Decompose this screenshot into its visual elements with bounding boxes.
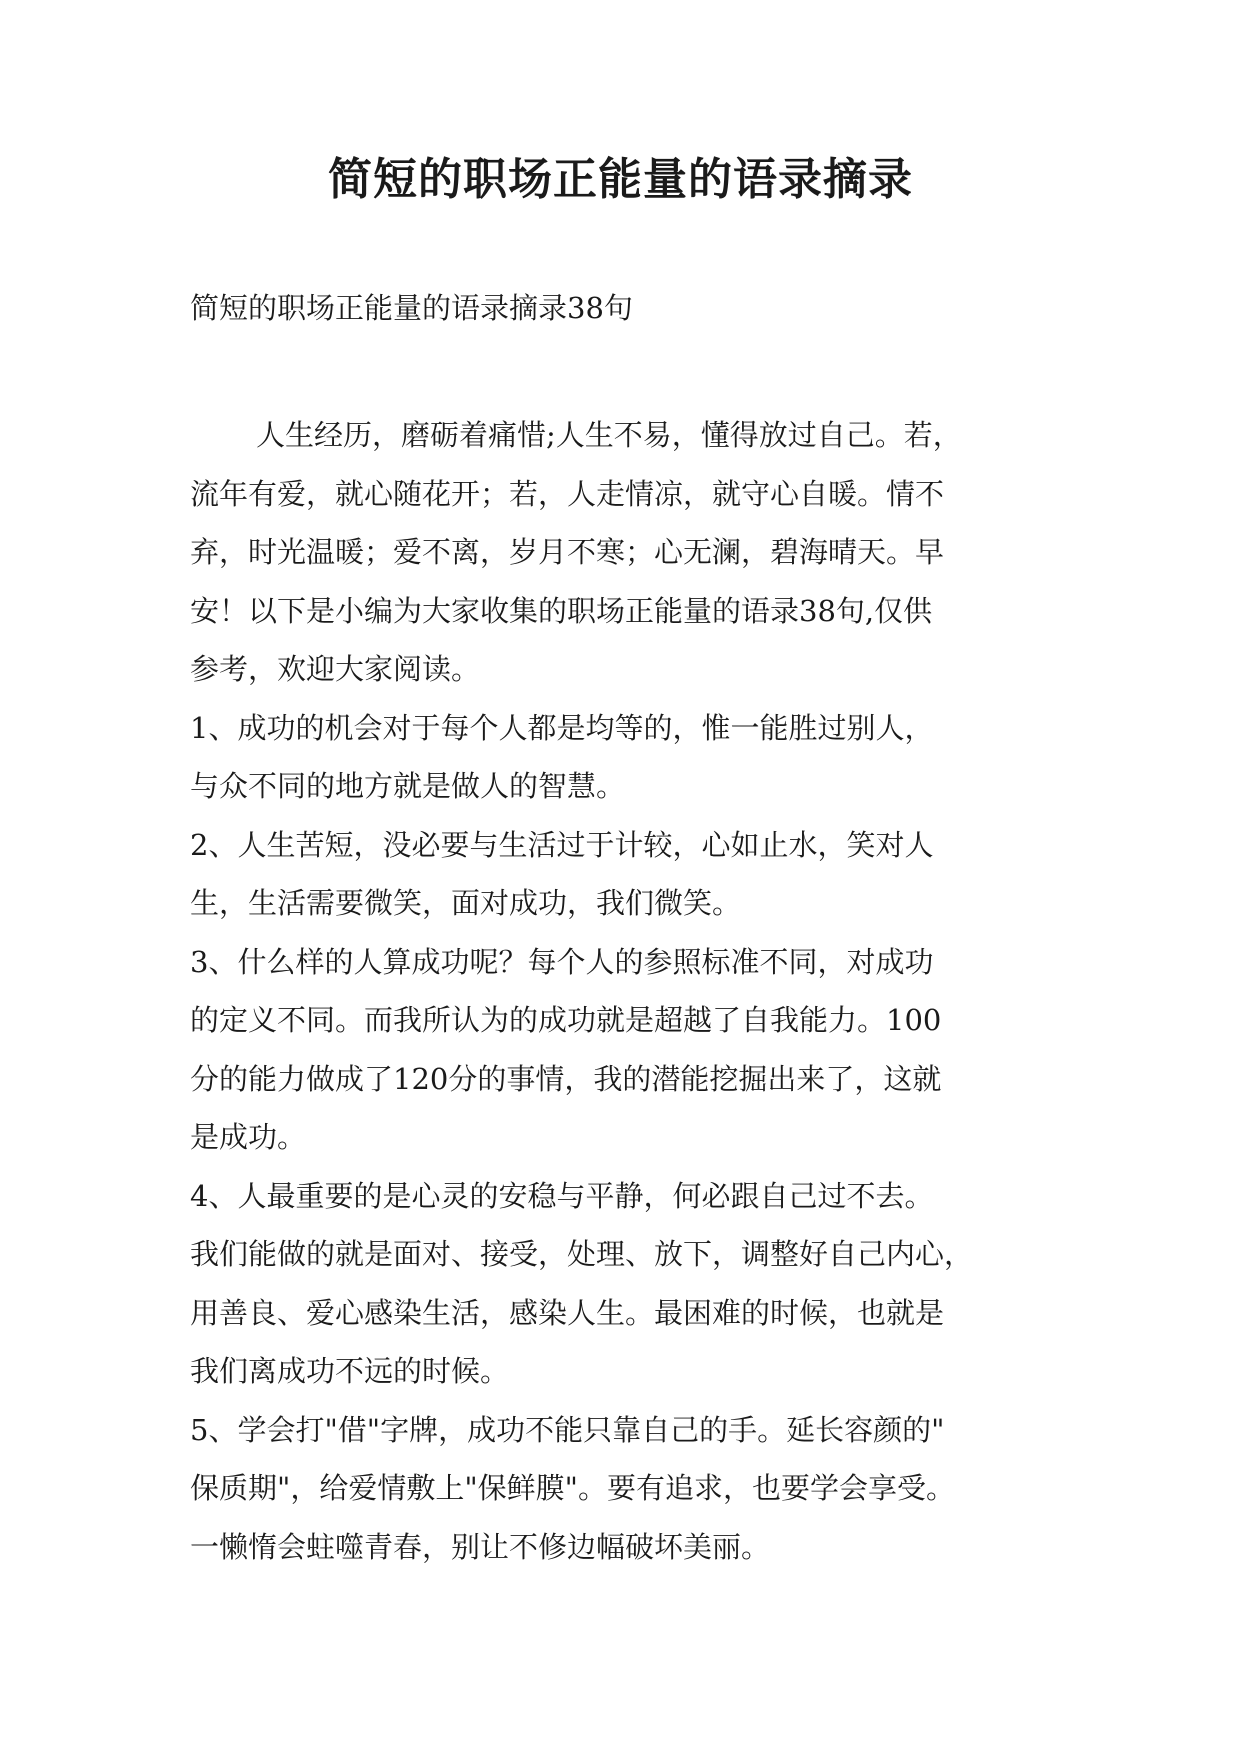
body-line: 分的能力做成了120分的事情，我的潜能挖掘出来了，这就 (190, 1061, 942, 1096)
body-line: 用善良、爱心感染生活，感染人生。最困难的时候，也就是 (190, 1295, 945, 1330)
body-line: 4、人最重要的是心灵的安稳与平静，何必跟自己过不去。 (190, 1178, 934, 1213)
body-line: 保质期"，给爱情敷上"保鲜膜"。要有追求，也要学会享受。 (190, 1471, 956, 1505)
body-line: 与众不同的地方就是做人的智慧。 (190, 769, 626, 803)
body-line: 我们离成功不远的时候。 (190, 1354, 510, 1388)
body-line: 我们能做的就是面对、接受，处理、放下，调整好自己内心， (190, 1237, 974, 1271)
body-line: 1、成功的机会对于每个人都是均等的，惟一能胜过别人， (190, 710, 934, 745)
body-line: 5、学会打"借"字牌，成功不能只靠自己的手。延长容颜的" (190, 1412, 945, 1447)
document-body (190, 406, 1070, 1576)
body-line: 3、什么样的人算成功呢？每个人的参照标准不同，对成功 (190, 944, 934, 979)
body-line: 的定义不同。而我所认为的成功就是超越了自我能力。100 (190, 1003, 942, 1037)
body-line: 是成功。 (190, 1120, 307, 1154)
body-line: 参考，欢迎大家阅读。 (190, 652, 481, 686)
body-line: 生，生活需要微笑，面对成功，我们微笑。 (190, 886, 742, 920)
body-line: 弃，时光温暖；爱不离，岁月不寒；心无澜，碧海晴天。早 (190, 535, 945, 569)
document-title: 简短的职场正能量的语录摘录 (328, 154, 913, 205)
body-line: 安！以下是小编为大家收集的职场正能量的语录38句,仅供 (190, 593, 933, 628)
body-line: 人生经历，磨砺着痛惜;人生不易，懂得放过自己。若， (256, 418, 962, 452)
body-line: 2、人生苦短，没必要与生活过于计较，心如止水，笑对人 (190, 827, 934, 862)
document-subtitle: 简短的职场正能量的语录摘录38句 (190, 291, 633, 325)
body-line: 一懒惰会蛀噬青春，别让不修边幅破坏美丽。 (190, 1529, 771, 1564)
body-line: 流年有爱，就心随花开；若，人走情凉，就守心自暖。情不 (190, 476, 945, 511)
